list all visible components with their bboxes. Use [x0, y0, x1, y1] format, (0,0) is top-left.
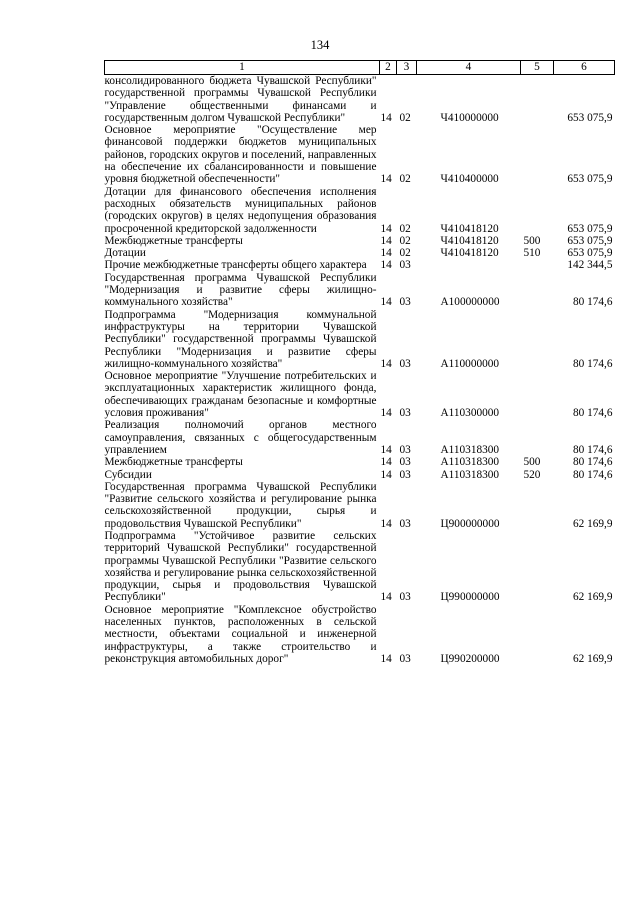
page-number: 134	[310, 38, 330, 52]
row-target-code: А110318300	[440, 468, 500, 481]
row-expense-type	[521, 481, 554, 530]
row-subsection: 02	[399, 173, 411, 186]
row-amount: 653 075,9	[567, 111, 613, 124]
row-section: 14	[380, 652, 392, 665]
row-name: Межбюджетные трансферты	[104, 234, 243, 247]
row-target-code	[417, 259, 521, 271]
row-name: Субсидии	[104, 468, 152, 481]
table-row	[105, 481, 615, 530]
row-amount: 142 344,5	[567, 259, 613, 272]
row-section: 14	[380, 591, 392, 604]
row-expense-type: 500	[523, 234, 541, 247]
row-amount: 653 075,9	[567, 247, 613, 260]
row-subsection: 02	[399, 247, 411, 260]
row-subsection: 03	[399, 357, 411, 370]
table-row	[105, 370, 615, 419]
row-target-code: Ч410000000	[440, 111, 499, 124]
table-row	[105, 272, 615, 309]
row-section: 14	[380, 443, 392, 456]
row-target-code: Ч410400000	[440, 173, 499, 186]
row-amount: 80 174,6	[572, 296, 613, 309]
row-expense-type	[521, 309, 554, 370]
row-expense-type	[521, 419, 554, 456]
table-row	[105, 456, 615, 468]
column-header-6: 6	[554, 61, 615, 75]
row-expense-type	[521, 75, 554, 125]
row-expense-type	[521, 370, 554, 419]
row-name: Подпрограмма "Модернизация коммунальной инфраструктуры на территории Чувашской Республики" государственной программы Чувашской Республики "Модернизация и развитие сферы жилищно-коммунального хозяйства"	[104, 308, 377, 370]
row-target-code: Ц990000000	[440, 591, 500, 604]
row-subsection: 03	[399, 407, 411, 420]
row-section: 14	[380, 111, 392, 124]
row-expense-type	[521, 272, 554, 309]
row-subsection: 02	[399, 234, 411, 247]
row-section: 14	[380, 296, 392, 309]
row-name: Государственная программа Чувашской Республики "Модернизация и развитие сферы жилищно-коммунального хозяйства"	[104, 271, 377, 309]
row-expense-type	[521, 186, 554, 235]
table-row	[105, 530, 615, 604]
table-row	[105, 259, 615, 271]
row-subsection: 02	[399, 111, 411, 124]
row-name: Прочие межбюджетные трансферты общего характера	[104, 259, 367, 272]
row-subsection: 03	[399, 591, 411, 604]
row-section: 14	[380, 259, 392, 272]
row-section: 14	[380, 517, 392, 530]
row-name: Подпрограмма "Устойчивое развитие сельских территорий Чувашской Республики" государственной программы Чувашской Республики "Развитие сельского хозяйства и регулирование рынка сельскохозяйственной продукции, сырья и продовольствия Чувашской Республики"	[104, 529, 377, 604]
row-name: Дотации для финансового обеспечения исполнения расходных обязательств муниципальных районов (городских округов) в целях недопущения образования просроченной кредиторской задолженности	[104, 185, 377, 235]
row-name: консолидированного бюджета Чувашской Республики" государственной программы Чувашской Республики "Управление общественными финансами и государственным долгом Чувашской Республики"	[104, 75, 377, 124]
row-amount: 653 075,9	[567, 234, 613, 247]
row-name: Государственная программа Чувашской Республики "Развитие сельского хозяйства и регулирование рынка сельскохозяйственной продукции, сырья и продовольствия Чувашской Республики"	[104, 480, 377, 530]
row-subsection: 03	[399, 296, 411, 309]
row-target-code: Ч410418120	[440, 222, 499, 235]
table-row	[105, 469, 615, 481]
row-target-code: А100000000	[440, 296, 500, 309]
row-amount: 80 174,6	[572, 407, 613, 420]
row-expense-type	[521, 530, 554, 604]
row-subsection: 02	[399, 222, 411, 235]
table-row	[105, 309, 615, 370]
table-header-row	[105, 61, 615, 75]
row-name: Основное мероприятие "Осуществление мер финансовой поддержки бюджетов муниципальных районов, городских округов и поселений, направленных на обеспечение их сбалансированности и повышение уровня бюджетной обеспеченности"	[104, 124, 377, 186]
row-amount: 80 174,6	[572, 443, 613, 456]
row-expense-type: 510	[523, 247, 541, 260]
row-name: Реализация полномочий органов местного самоуправления, связанных с общегосударственным управлением	[104, 419, 377, 456]
row-section: 14	[380, 468, 392, 481]
row-name: Дотации	[104, 247, 146, 260]
column-header-3: 3	[397, 61, 417, 75]
row-name: Основное мероприятие "Улучшение потребительских и эксплуатационных характеристик жилищного фонда, обеспечивающих гражданам безопасные и комфортные условия проживания"	[104, 370, 377, 420]
budget-table	[104, 60, 615, 665]
row-target-code: А110318300	[440, 456, 500, 469]
row-subsection: 03	[399, 517, 411, 530]
row-section: 14	[380, 222, 392, 235]
row-subsection: 03	[399, 456, 411, 469]
row-section: 14	[380, 407, 392, 420]
row-section: 14	[380, 234, 392, 247]
table-row	[105, 124, 615, 185]
table-row	[105, 75, 615, 125]
row-expense-type: 520	[523, 468, 541, 481]
column-header-2: 2	[380, 61, 397, 75]
row-target-code: А110000000	[440, 357, 500, 370]
row-expense-type: 500	[523, 456, 541, 469]
row-section: 14	[380, 173, 392, 186]
table-row	[105, 186, 615, 235]
row-name: Межбюджетные трансферты	[104, 456, 243, 469]
row-amount: 653 075,9	[567, 222, 613, 235]
row-amount: 62 169,9	[572, 652, 613, 665]
row-target-code: А110318300	[440, 443, 500, 456]
row-amount: 80 174,6	[572, 357, 613, 370]
column-header-1: 1	[105, 61, 380, 75]
row-subsection: 03	[399, 652, 411, 665]
row-expense-type	[521, 259, 554, 271]
row-expense-type	[521, 604, 554, 665]
table-row	[105, 419, 615, 456]
table-row	[105, 604, 615, 665]
row-name: Основное мероприятие "Комплексное обустройство населенных пунктов, расположенных в сельской местности, объектами социальной и инженерной инфраструктуры, а также строительство и реконструкция автомобильных дорог"	[104, 603, 377, 665]
row-target-code: А110300000	[440, 407, 500, 420]
row-section: 14	[380, 247, 392, 260]
row-amount: 62 169,9	[572, 517, 613, 530]
row-section: 14	[380, 456, 392, 469]
row-amount: 80 174,6	[572, 468, 613, 481]
row-target-code: Ч410418120	[440, 247, 499, 260]
row-target-code: Ч410418120	[440, 234, 499, 247]
row-target-code: Ц990200000	[440, 652, 500, 665]
table-row	[105, 235, 615, 247]
row-amount: 653 075,9	[567, 173, 613, 186]
column-header-5: 5	[521, 61, 554, 75]
row-subsection: 03	[399, 259, 411, 272]
row-subsection: 03	[399, 443, 411, 456]
table-row	[105, 247, 615, 259]
row-section: 14	[380, 357, 392, 370]
row-target-code: Ц900000000	[440, 517, 500, 530]
column-header-4: 4	[417, 61, 521, 75]
row-expense-type	[521, 124, 554, 185]
row-amount: 62 169,9	[572, 591, 613, 604]
row-amount: 80 174,6	[572, 456, 613, 469]
row-subsection: 03	[399, 468, 411, 481]
